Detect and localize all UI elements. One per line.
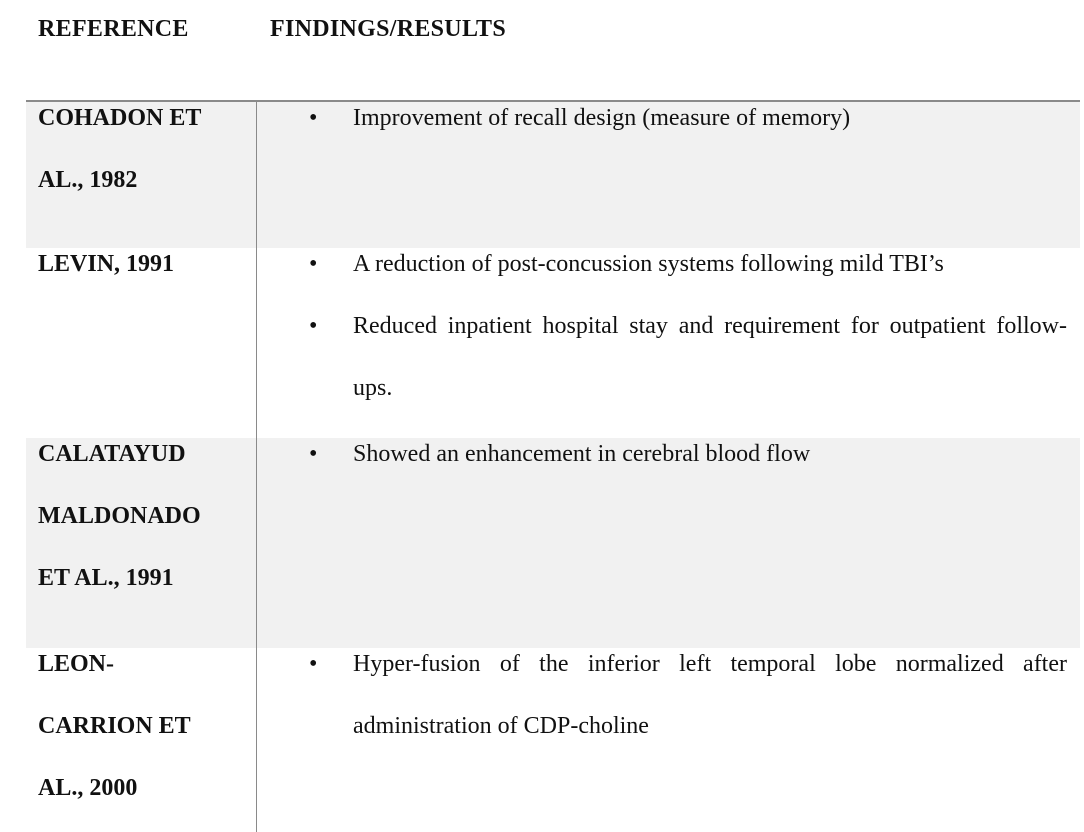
- reference-line: AL., 1982: [38, 167, 138, 193]
- reference-line: LEVIN, 1991: [38, 251, 175, 277]
- reference-cell: [38, 423, 253, 609]
- reference-line: MALDONADO: [38, 503, 201, 529]
- findings-list: [309, 648, 1067, 757]
- column-divider: [256, 100, 257, 832]
- table-row: [26, 438, 1080, 648]
- findings-column-header: FINDINGS/RESULTS: [270, 16, 506, 42]
- finding-item: • Hyper-fusion of the inferior left temporal lobe normalized after administration of CDP-choline: [309, 633, 1067, 757]
- findings-list: [309, 248, 1067, 419]
- reference-cell: [38, 87, 253, 211]
- table-row: [26, 102, 1080, 248]
- table-row: [26, 248, 1080, 438]
- reference-line: LEON-: [38, 651, 115, 677]
- findings-list: [309, 438, 1067, 485]
- table-top-rule: [26, 100, 1080, 102]
- finding-item: • Reduced inpatient hospital stay and requirement for outpatient follow-ups.: [309, 295, 1067, 419]
- finding-item: • Showed an enhancement in cerebral blood flow: [309, 423, 1067, 485]
- finding-item: • Improvement of recall design (measure of memory): [309, 87, 1067, 149]
- reference-line: COHADON ET: [38, 105, 202, 131]
- table-row: [26, 648, 1080, 832]
- findings-list: [309, 102, 1067, 149]
- reference-cell: [38, 633, 253, 819]
- reference-line: ET AL., 1991: [38, 565, 174, 591]
- reference-cell: [38, 233, 253, 295]
- reference-line: AL., 2000: [38, 775, 138, 801]
- reference-line: CALATAYUD: [38, 441, 186, 467]
- reference-line: CARRION ET: [38, 713, 191, 739]
- finding-item: • A reduction of post-concussion systems following mild TBI’s: [309, 233, 1067, 295]
- reference-column-header: REFERENCE: [38, 16, 189, 42]
